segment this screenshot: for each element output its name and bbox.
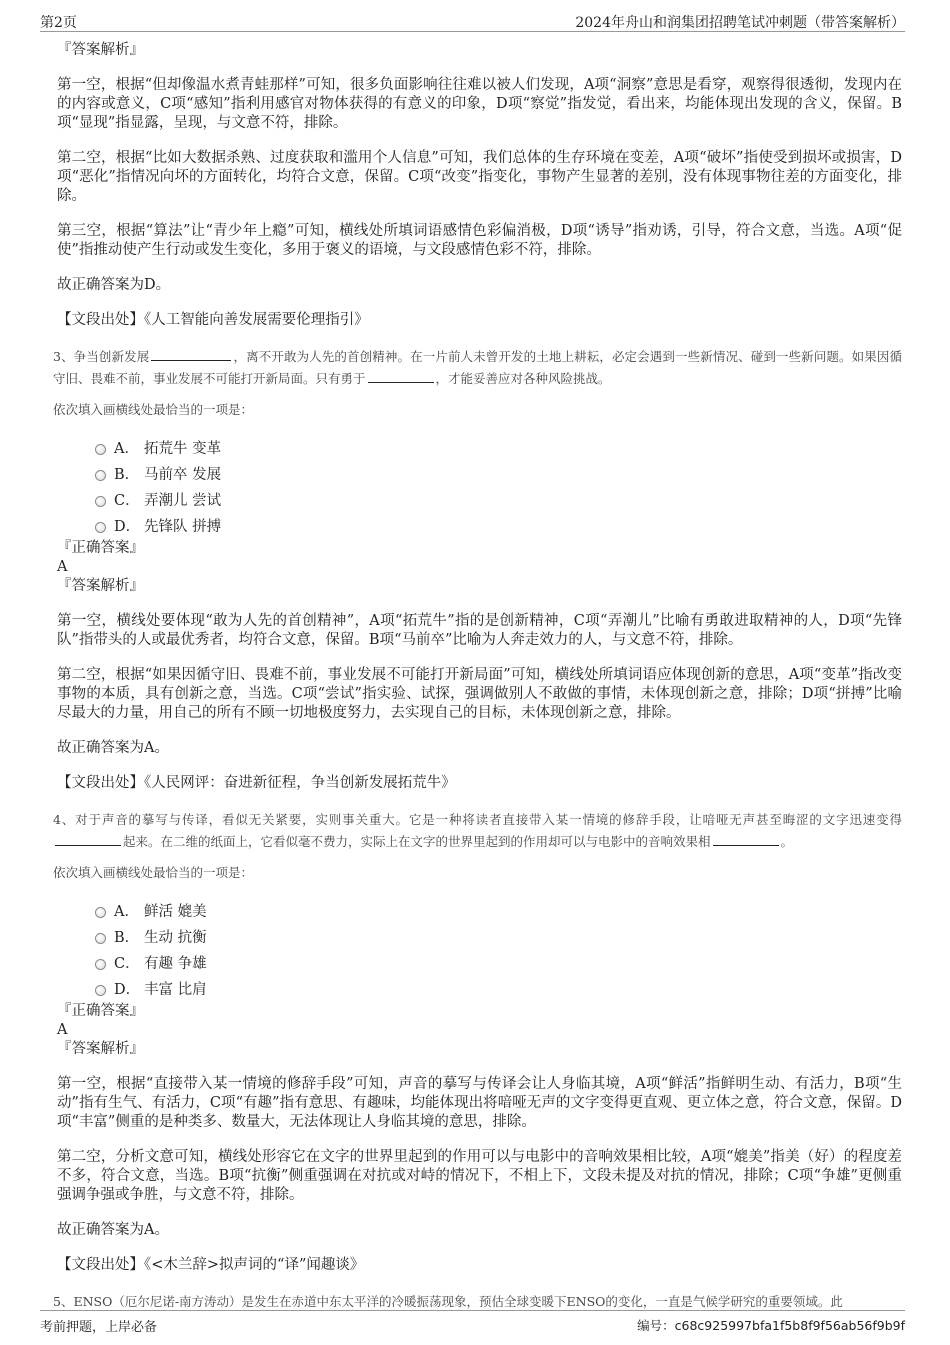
option-a[interactable]: A． 拓荒牛 变革	[95, 434, 902, 460]
radio-icon[interactable]	[95, 985, 106, 996]
radio-icon[interactable]	[95, 496, 106, 507]
correct-answer-tag: 『正确答案』	[57, 1003, 144, 1019]
option-c[interactable]: C． 弄潮儿 尝试	[95, 486, 902, 512]
fill-blank	[55, 832, 121, 846]
analysis-paragraph: 第二空，根据“比如大数据杀熟、过度获取和滥用个人信息”可知，我们总体的生存环境在变差，A项“破坏”指使受到损坏或损害，D项“恶化”指情况向坏的方面转化，均符合文意，保留。C项“改变”指变化，事物产生显著的差别，没有体现事物往差的方面变化，排除。	[57, 150, 902, 204]
fill-blank	[151, 347, 231, 361]
question-4-text: 4、对于声音的摹写与传译，看似无关紧要，实则事关重大。它是一种将读者直接带入某一情境的修辞手段，让喑哑无声甚至晦涩的文字迅速变得起来。在二维的纸面上，它看似毫不费力，实际上在文字的世界里起到的作用却可以与电影中的音响效果相 。	[53, 812, 902, 849]
analysis-tag: 『答案解析』	[57, 578, 144, 594]
fill-blank	[368, 369, 434, 383]
correct-answer: A	[57, 559, 68, 575]
question-instruction: 依次填入画横线处最恰当的一项是：	[53, 402, 254, 417]
question-3-text: 3、争当创新发展 ，离不开敢为人先的首创精神。在一片前人未曾开发的土地上耕耘，必定会遇到一些新情况、碰到一些新问题。如果因循守旧、畏难不前，事业发展不可能打开新局面。只有勇于 ，才能妥善应对各种风险挑战。	[53, 349, 902, 386]
option-d[interactable]: D． 先锋队 拼搏	[95, 512, 902, 538]
page-content	[53, 40, 902, 1313]
question-instruction: 依次填入画横线处最恰当的一项是：	[53, 865, 254, 880]
source-citation: 【文段出处】《人工智能向善发展需要伦理指引》	[57, 312, 369, 328]
document-title: 2024年舟山和润集团招聘笔试冲刺题（带答案解析）	[575, 15, 905, 31]
analysis-tag: 『答案解析』	[57, 42, 144, 58]
question-4-options	[95, 897, 902, 1001]
source-citation: 【文段出处】《人民网评：奋进新征程，争当创新发展拓荒牛》	[57, 775, 456, 791]
conclusion: 故正确答案为A。	[57, 740, 169, 756]
analysis-paragraph: 第一空，横线处要体现“敢为人先的首创精神”，A项“拓荒牛”指的是创新精神，C项“弄潮儿”比喻有勇敢进取精神的人，D项“先锋队”指带头的人或最优秀者，均符合文意，保留。B项“马前卒”比喻为人奔走效力的人，与文意不符，排除。	[57, 613, 902, 648]
question-3-options	[95, 434, 902, 538]
analysis-paragraph: 第一空，根据“但却像温水煮青蛙那样”可知，很多负面影响往往难以被人们发现，A项“洞察”意思是看穿，观察得很透彻，发现内在的内容或意义，C项“感知”指利用感官对物体获得的有意义的印象，D项“察觉”指发觉，看出来，均能体现出发现的含义，保留。B项“显现”指显露，呈现，与文意不符，排除。	[57, 77, 902, 131]
radio-icon[interactable]	[95, 907, 106, 918]
page-number: 第2页	[40, 15, 77, 31]
radio-icon[interactable]	[95, 522, 106, 533]
page-header	[40, 10, 905, 32]
question-5-text: 5、ENSO（厄尔尼诺-南方涛动）是发生在赤道中东太平洋的冷暖振荡现象，预估全球变暖下ENSO的变化，一直是气候学研究的重要领域。此	[53, 1294, 843, 1309]
radio-icon[interactable]	[95, 470, 106, 481]
option-d[interactable]: D． 丰富 比肩	[95, 975, 902, 1001]
analysis-paragraph: 第三空，根据“算法”让“青少年上瘾”可知，横线处所填词语感情色彩偏消极，D项“诱导”指劝诱，引导，符合文意，当选。A项“促使”指推动使产生行动或发生变化，多用于褒义的语境，与文段感情色彩不符，排除。	[57, 223, 902, 258]
analysis-paragraph: 第二空，分析文意可知，横线处形容它在文字的世界里起到的作用可以与电影中的音响效果相比较，A项“媲美”指美（好）的程度差不多，符合文意，当选。B项“抗衡”侧重强调在对抗或对峙的情况下，不相上下，文段未提及对抗的情况，排除；C项“争雄”更侧重强调争强或争胜，与文意不符，排除。	[57, 1149, 902, 1203]
option-b[interactable]: B． 生动 抗衡	[95, 923, 902, 949]
radio-icon[interactable]	[95, 444, 106, 455]
analysis-paragraph: 第二空，根据“如果因循守旧、畏难不前，事业发展不可能打开新局面”可知，横线处所填词语应体现创新的意思，A项“变革”指改变事物的本质，具有创新之意，当选。C项“尝试”指实验、试探，强调做别人不敢做的事情，未体现创新之意，排除；D项“拼搏”比喻尽最大的力量，用自己的所有不顾一切地极度努力，去实现自己的目标，未体现创新之意，排除。	[57, 667, 902, 721]
option-b[interactable]: B． 马前卒 发展	[95, 460, 902, 486]
option-c[interactable]: C． 有趣 争雄	[95, 949, 902, 975]
source-citation: 【文段出处】《<木兰辞>拟声词的“译”闻趣谈》	[57, 1257, 365, 1273]
radio-icon[interactable]	[95, 959, 106, 970]
analysis-tag: 『答案解析』	[57, 1041, 144, 1057]
analysis-paragraph: 第一空，根据“直接带入某一情境的修辞手段”可知，声音的摹写与传译会让人身临其境，A项“鲜活”指鲜明生动、有活力，B项“生动”指有生气、有活力，C项“有趣”指有意思、有趣味，均能体现出将喑哑无声的文字变得更直观、更立体之意，符合文意，保留。D项“丰富”侧重的是种类多、数量大，无法体现让人身临其境的意思，排除。	[57, 1076, 902, 1130]
conclusion: 故正确答案为A。	[57, 1222, 169, 1238]
footer-slogan: 考前押题，上岸必备	[40, 1320, 158, 1335]
option-a[interactable]: A． 鲜活 媲美	[95, 897, 902, 923]
fill-blank	[713, 832, 779, 846]
correct-answer: A	[57, 1022, 68, 1038]
correct-answer-tag: 『正确答案』	[57, 540, 144, 556]
document-id: 编号：c68c925997bfa1f5b8f9f56ab56f9b9f	[637, 1318, 905, 1333]
conclusion: 故正确答案为D。	[57, 277, 171, 293]
radio-icon[interactable]	[95, 933, 106, 944]
page-footer	[40, 1310, 905, 1336]
